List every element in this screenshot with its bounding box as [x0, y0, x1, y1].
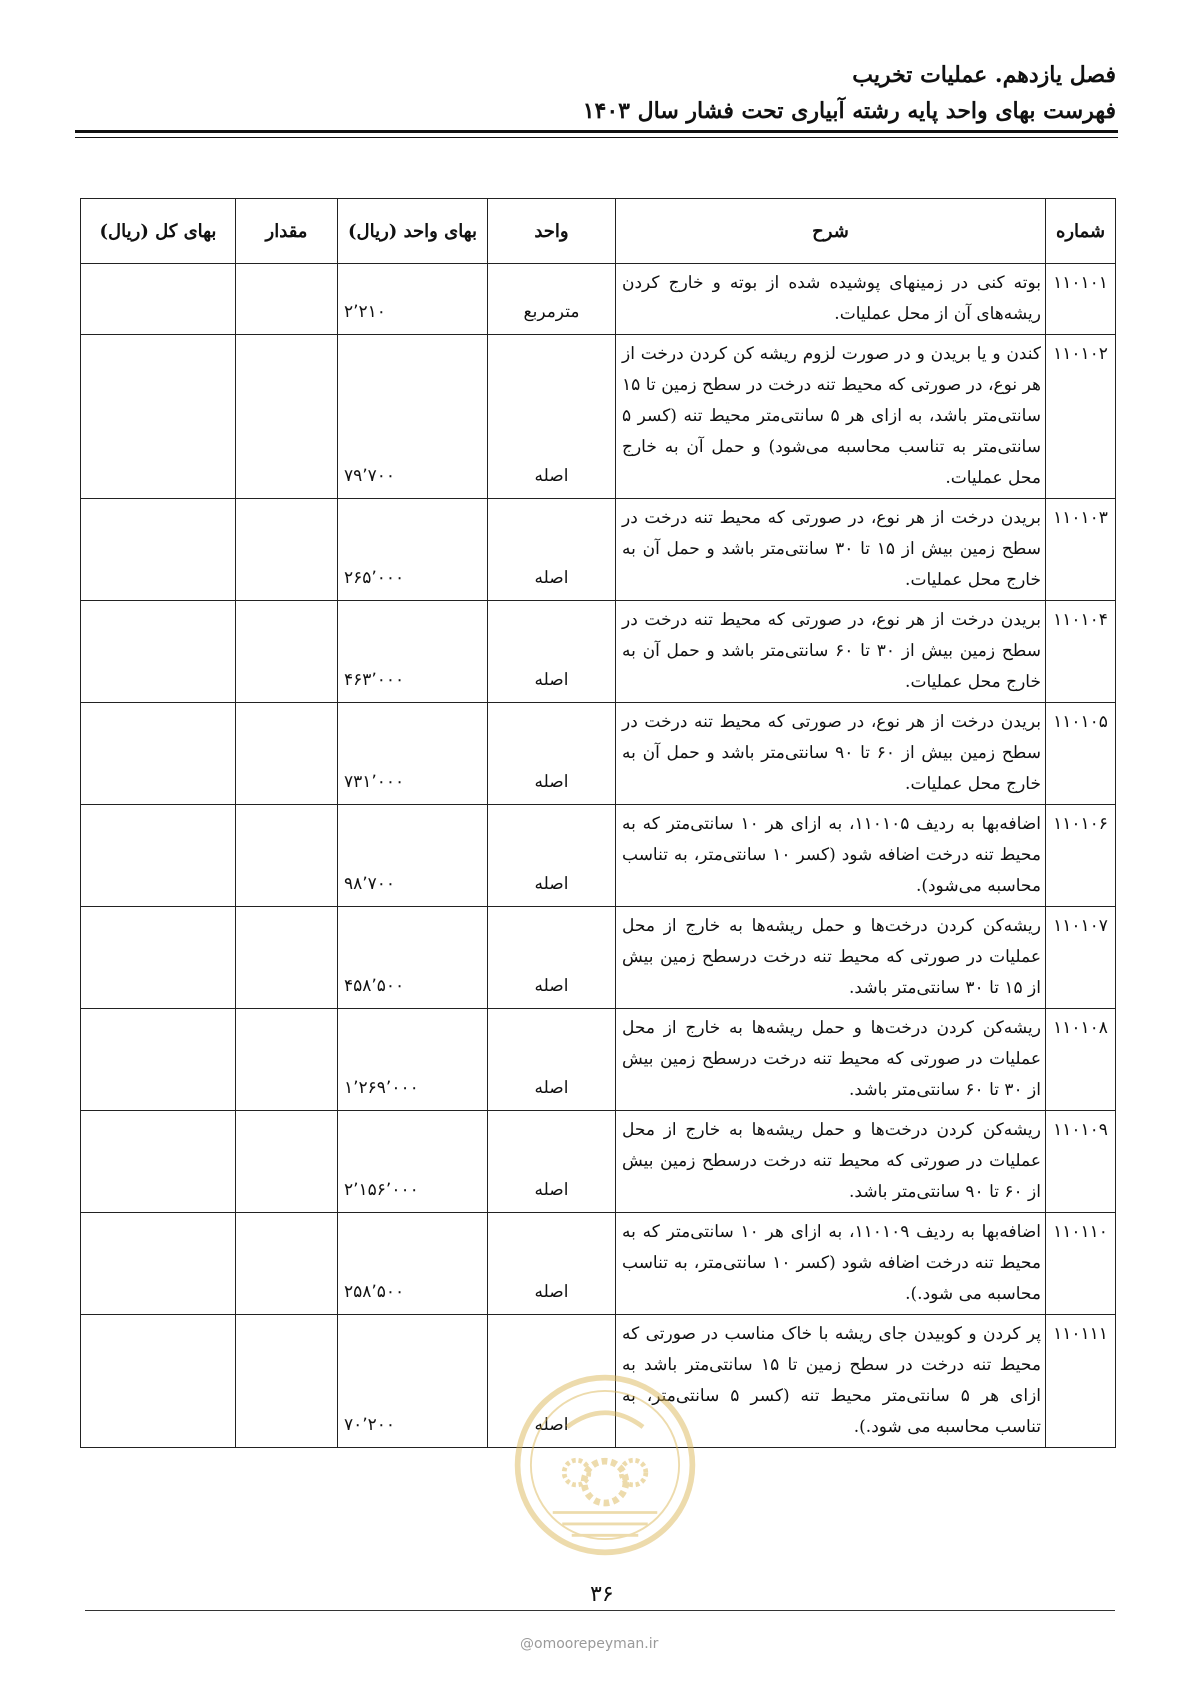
book-title: فهرست بهای واحد پایه رشته آبیاری تحت فشار سال ۱۴۰۳ [582, 98, 1116, 124]
item-unit: اصله [488, 1009, 616, 1111]
item-number: ۱۱۰۱۰۹ [1046, 1111, 1116, 1213]
item-total-price [81, 601, 236, 703]
item-unit: اصله [488, 907, 616, 1009]
item-number: ۱۱۰۱۱۰ [1046, 1213, 1116, 1315]
item-number: ۱۱۰۱۱۱ [1046, 1315, 1116, 1448]
item-quantity [236, 1213, 338, 1315]
item-number: ۱۱۰۱۰۴ [1046, 601, 1116, 703]
item-number: ۱۱۰۱۰۲ [1046, 335, 1116, 499]
item-quantity [236, 1111, 338, 1213]
item-unit-price: ۴۶۳٬۰۰۰ [338, 601, 488, 703]
item-total-price [81, 499, 236, 601]
item-number: ۱۱۰۱۰۶ [1046, 805, 1116, 907]
item-number: ۱۱۰۱۰۵ [1046, 703, 1116, 805]
item-description: بریدن درخت از هر نوع، در صورتی که محیط تنه درخت در سطح زمین بیش از ۳۰ تا ۶۰ سانتی‌متر باشد و حمل آن به خارج محل عملیات. [616, 601, 1046, 703]
footer-rule [85, 1610, 1115, 1611]
item-unit-price: ۹۸٬۷۰۰ [338, 805, 488, 907]
table-row [81, 601, 1116, 703]
header-rule-thin [75, 137, 1118, 138]
item-total-price [81, 264, 236, 335]
item-total-price [81, 1315, 236, 1448]
item-unit: اصله [488, 703, 616, 805]
item-quantity [236, 805, 338, 907]
item-unit-price: ۷۹٬۷۰۰ [338, 335, 488, 499]
item-unit-price: ۲۵۸٬۵۰۰ [338, 1213, 488, 1315]
col-header-description: شرح [616, 199, 1046, 264]
table-row [81, 1315, 1116, 1448]
item-description: ریشه‌کن کردن درخت‌ها و حمل ریشه‌ها به خارج از محل عملیات در صورتی که محیط تنه درخت درسطح زمین بیش از ۶۰ تا ۹۰ سانتی‌متر باشد. [616, 1111, 1046, 1213]
item-quantity [236, 335, 338, 499]
item-description: بریدن درخت از هر نوع، در صورتی که محیط تنه درخت در سطح زمین بیش از ۶۰ تا ۹۰ سانتی‌متر باشد و حمل آن به خارج محل عملیات. [616, 703, 1046, 805]
item-quantity [236, 1315, 338, 1448]
item-unit: اصله [488, 1315, 616, 1448]
col-header-total-price: بهای کل (ریال) [81, 199, 236, 264]
table-row [81, 1111, 1116, 1213]
item-description: کندن و یا بریدن و در صورت لزوم ریشه کن کردن درخت از هر نوع، در صورتی که محیط تنه درخت در سطح زمین تا ۱۵ سانتی‌متر باشد، به ازای هر ۵ سانتی‌متر محیط تنه (کسر ۵ سانتی‌متر به تناسب محاسبه می‌شود) و حمل آن به خارج محل عملیات. [616, 335, 1046, 499]
page-header [0, 0, 1191, 150]
item-description: اضافه‌بها به ردیف ۱۱۰۱۰۹، به ازای هر ۱۰ سانتی‌متر که به محیط تنه درخت اضافه شود (کسر ۱۰ سانتی‌متر، به تناسب محاسبه می شود.). [616, 1213, 1046, 1315]
item-description: بریدن درخت از هر نوع، در صورتی که محیط تنه درخت در سطح زمین بیش از ۱۵ تا ۳۰ سانتی‌متر باشد و حمل آن به خارج محل عملیات. [616, 499, 1046, 601]
table-row [81, 499, 1116, 601]
col-header-unit: واحد [488, 199, 616, 264]
website-watermark: @omoorepeyman.ir [520, 1636, 659, 1652]
item-quantity [236, 499, 338, 601]
item-description: ریشه‌کن کردن درخت‌ها و حمل ریشه‌ها به خارج از محل عملیات در صورتی که محیط تنه درخت درسطح زمین بیش از ۱۵ تا ۳۰ سانتی‌متر باشد. [616, 907, 1046, 1009]
table-row [81, 703, 1116, 805]
item-unit: اصله [488, 1111, 616, 1213]
item-total-price [81, 1111, 236, 1213]
header-rule-thick [75, 130, 1118, 133]
item-unit: اصله [488, 499, 616, 601]
item-quantity [236, 907, 338, 1009]
item-description: ریشه‌کن کردن درخت‌ها و حمل ریشه‌ها به خارج از محل عملیات در صورتی که محیط تنه درخت درسطح زمین بیش از ۳۰ تا ۶۰ سانتی‌متر باشد. [616, 1009, 1046, 1111]
item-total-price [81, 907, 236, 1009]
table-row [81, 264, 1116, 335]
item-unit: اصله [488, 1213, 616, 1315]
item-unit-price: ۲٬۲۱۰ [338, 264, 488, 335]
item-unit-price: ۲۶۵٬۰۰۰ [338, 499, 488, 601]
item-description: بوته کنی در زمینهای پوشیده شده از بوته و خارج کردن ریشه‌های آن از محل عملیات. [616, 264, 1046, 335]
item-unit: اصله [488, 805, 616, 907]
item-unit-price: ۱٬۲۶۹٬۰۰۰ [338, 1009, 488, 1111]
item-unit-price: ۲٬۱۵۶٬۰۰۰ [338, 1111, 488, 1213]
item-unit-price: ۴۵۸٬۵۰۰ [338, 907, 488, 1009]
table-row [81, 805, 1116, 907]
item-unit: اصله [488, 601, 616, 703]
item-total-price [81, 1009, 236, 1111]
table-header-row [81, 199, 1116, 264]
item-unit: مترمربع [488, 264, 616, 335]
table-row [81, 1009, 1116, 1111]
page-number: ۳۶ [590, 1582, 614, 1607]
item-unit-price: ۷۰٬۲۰۰ [338, 1315, 488, 1448]
item-total-price [81, 703, 236, 805]
item-total-price [81, 1213, 236, 1315]
item-number: ۱۱۰۱۰۷ [1046, 907, 1116, 1009]
table-row [81, 907, 1116, 1009]
item-total-price [81, 805, 236, 907]
col-header-unit-price: بهای واحد (ریال) [338, 199, 488, 264]
item-quantity [236, 264, 338, 335]
item-description: اضافه‌بها به ردیف ۱۱۰۱۰۵، به ازای هر ۱۰ سانتی‌متر که به محیط تنه درخت اضافه شود (کسر ۱۰ سانتی‌متر، به تناسب محاسبه می‌شود). [616, 805, 1046, 907]
col-header-quantity: مقدار [236, 199, 338, 264]
chapter-title: فصل یازدهم. عملیات تخریب [852, 62, 1116, 88]
item-quantity [236, 703, 338, 805]
item-number: ۱۱۰۱۰۸ [1046, 1009, 1116, 1111]
item-quantity [236, 1009, 338, 1111]
item-unit: اصله [488, 335, 616, 499]
item-quantity [236, 601, 338, 703]
item-number: ۱۱۰۱۰۳ [1046, 499, 1116, 601]
item-description: پر کردن و کوبیدن جای ریشه با خاک مناسب در صورتی که محیط تنه درخت در سطح زمین تا ۱۵ سانتی‌متر باشد به ازای هر ۵ سانتی‌متر محیط تنه (کسر ۵ سانتی‌متر، به تناسب محاسبه می شود.). [616, 1315, 1046, 1448]
price-table [80, 198, 1116, 1448]
col-header-number: شماره [1046, 199, 1116, 264]
item-unit-price: ۷۳۱٬۰۰۰ [338, 703, 488, 805]
table-row [81, 335, 1116, 499]
item-total-price [81, 335, 236, 499]
table-row [81, 1213, 1116, 1315]
item-number: ۱۱۰۱۰۱ [1046, 264, 1116, 335]
